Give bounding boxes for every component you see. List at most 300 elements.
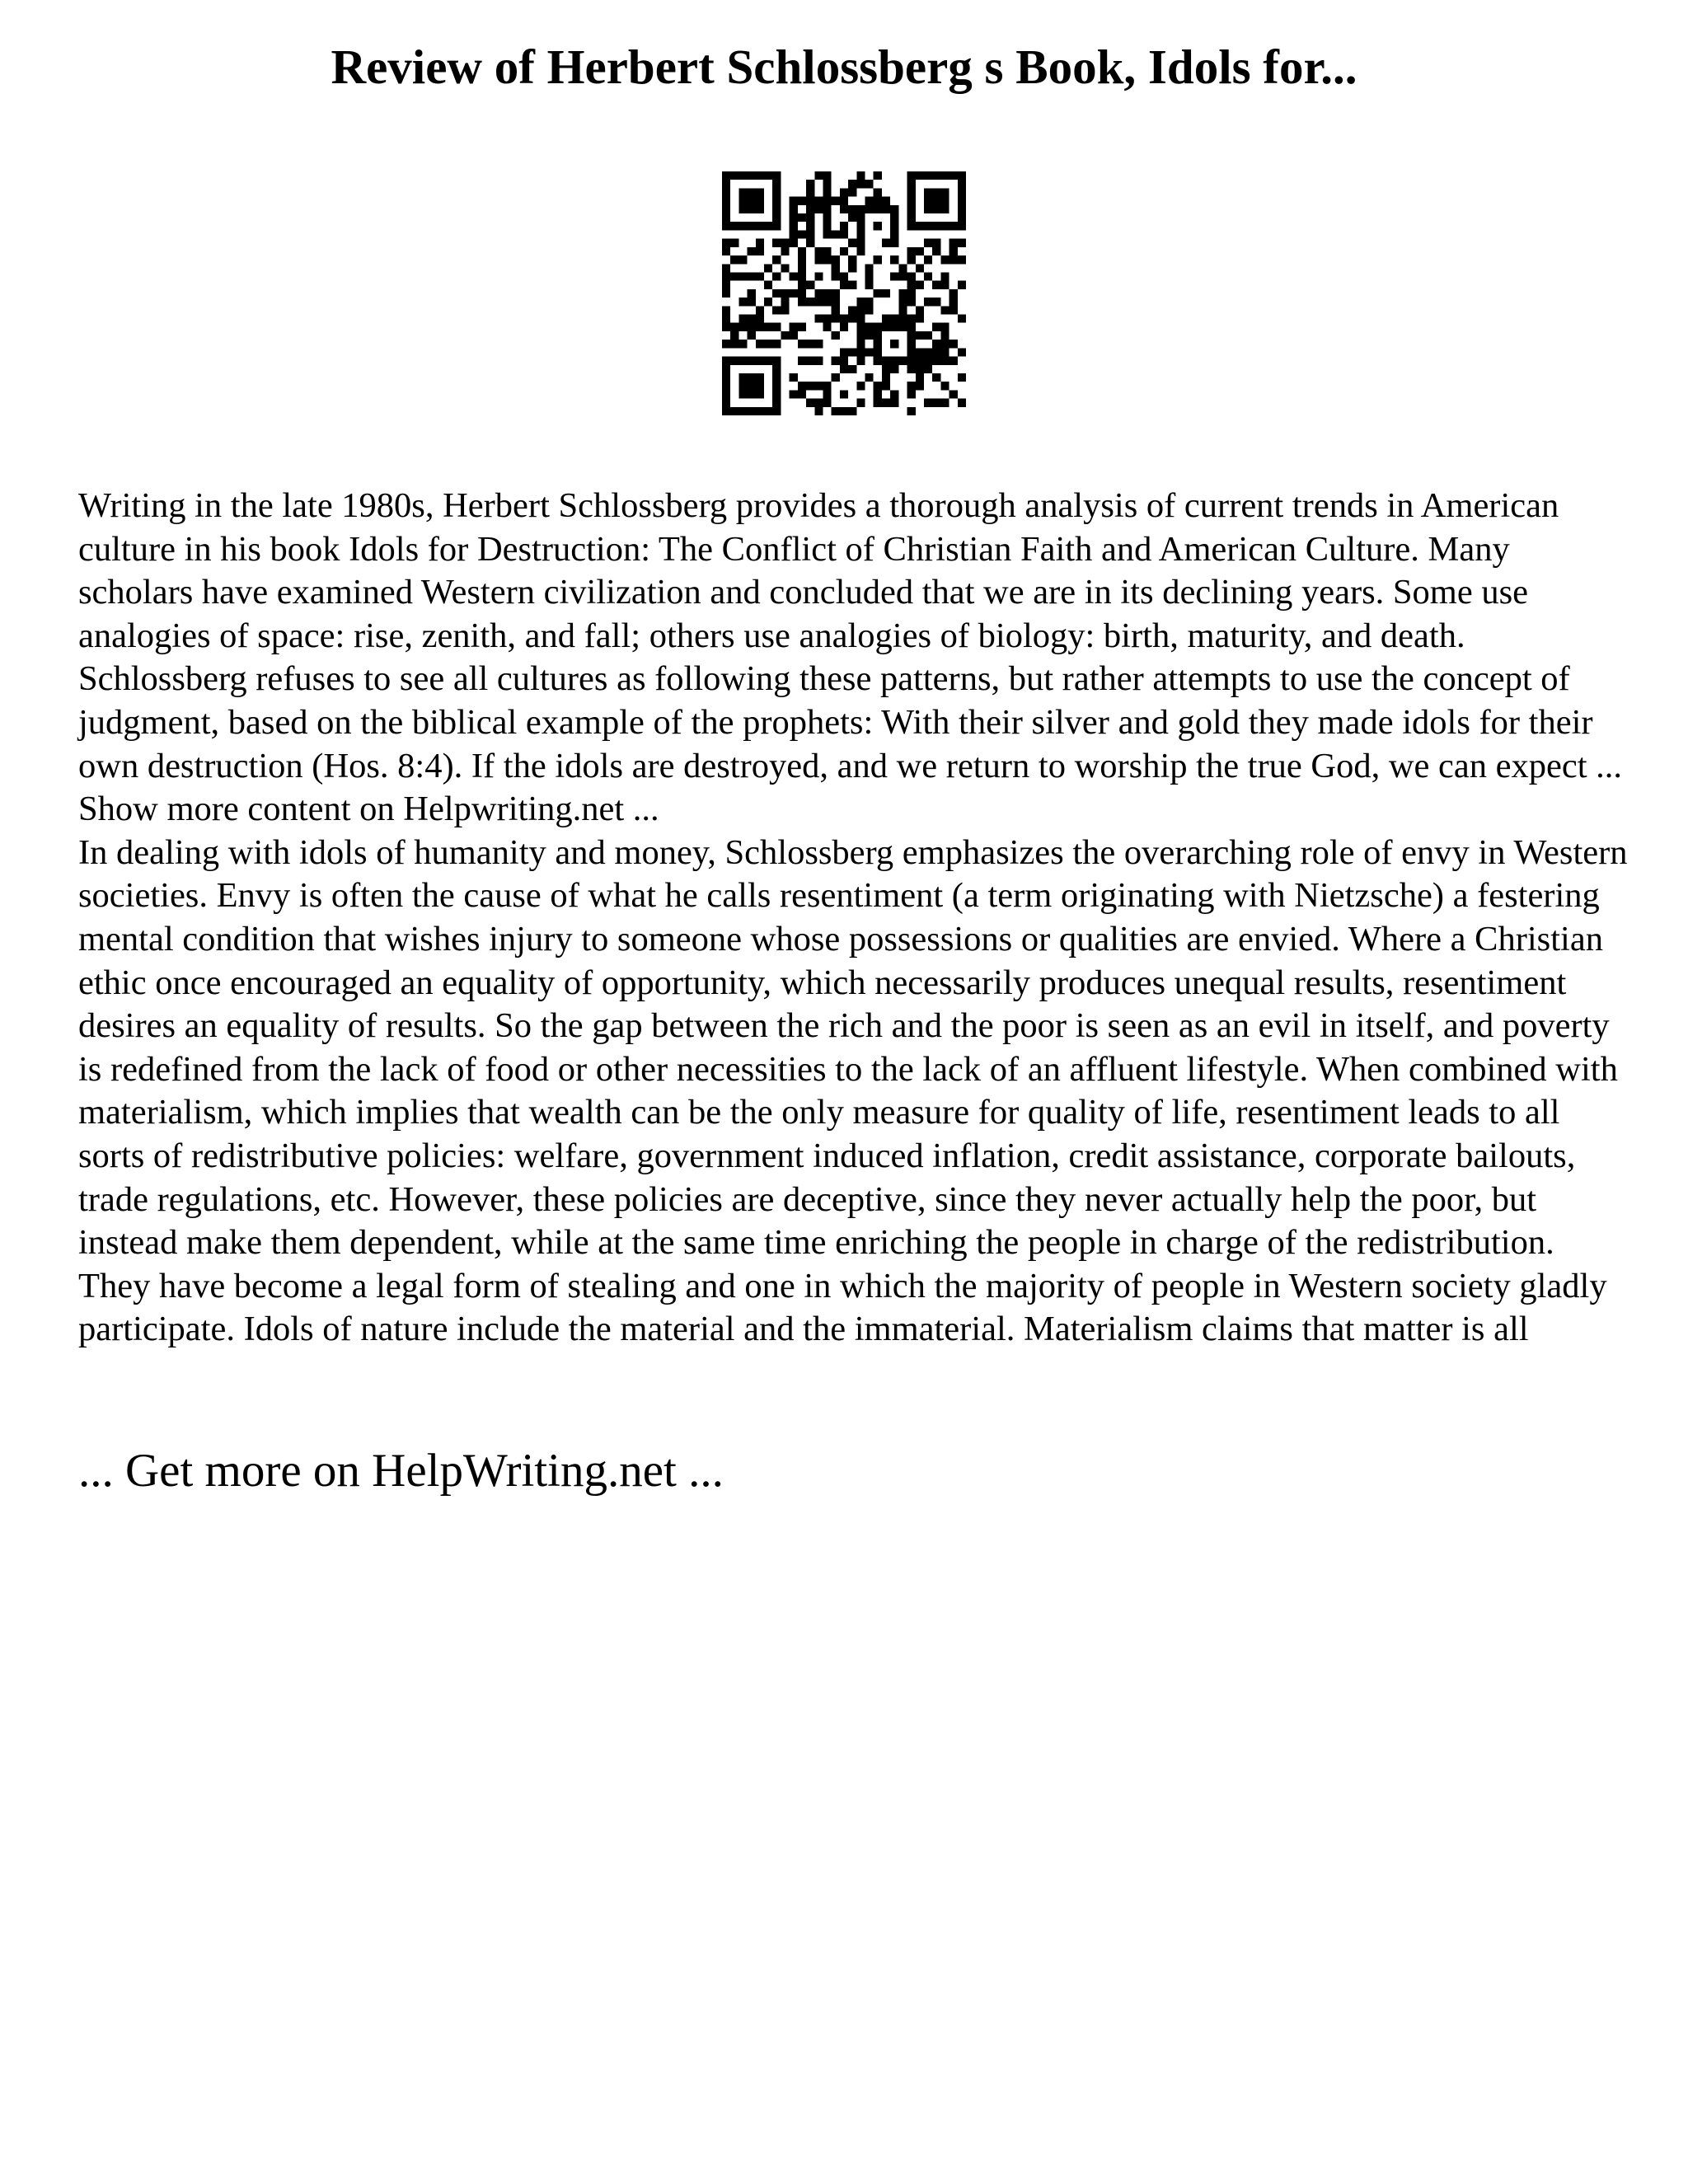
qr-module [890, 340, 898, 348]
qr-module [730, 255, 738, 264]
qr-module [932, 171, 940, 180]
qr-module [924, 365, 932, 373]
qr-module [790, 272, 798, 280]
qr-module [890, 357, 898, 365]
qr-module [865, 281, 874, 289]
qr-module [856, 323, 865, 331]
qr-module [738, 188, 747, 196]
qr-module [907, 331, 916, 340]
qr-module [958, 373, 966, 382]
qr-module [840, 407, 848, 415]
qr-module [840, 323, 848, 331]
qr-module [916, 281, 924, 289]
qr-module [848, 239, 856, 247]
qr-module [907, 247, 916, 255]
qr-module [722, 323, 730, 331]
qr-module [814, 197, 823, 205]
qr-module [856, 213, 865, 222]
qr-module [958, 399, 966, 407]
qr-module [924, 399, 932, 407]
qr-module [756, 315, 764, 323]
qr-module [856, 357, 865, 365]
qr-module [898, 272, 907, 280]
qr-module [840, 348, 848, 356]
qr-module [840, 197, 848, 205]
qr-module [756, 222, 764, 230]
qr-module [958, 239, 966, 247]
qr-module [756, 239, 764, 247]
qr-module [748, 171, 756, 180]
qr-module [730, 239, 738, 247]
qr-module [738, 323, 747, 331]
qr-module [748, 188, 756, 196]
qr-module [907, 188, 916, 196]
body-paragraph-2: In dealing with idols of humanity and money, Schlossberg emphasizes the overarching role of envy in Western societies. Envy is often the cause of what he calls resentiment (a term originating with Nietzsche) a festering mental condition that wishes injury to someone whose possessions or qualities are envied. Where a Christian ethic once encouraged an equality of opportunity, which necessarily produces unequal results, resentiment desires an equality of results. So the gap between the rich and the poor is seen as an evil in itself, and poverty is redefined from the lack of food or other necessities to the lack of an affluent lifestyle. When combined with materialism, which implies that wealth can be the only measure for quality of life, resentiment leads to all sorts of redistributive policies: welfare, government induced inflation, credit assistance, corporate bailouts, trade regulations, etc. However, these policies are deceptive, since they never actually help the poor, but instead make them dependent, while at the same time enriching the people in charge of the redistribution. They have become a legal form of stealing and one in which the majority of people in Western society gladly participate. Idols of nature include the material and the immaterial. Materialism claims that matter is all [78, 832, 1628, 1349]
qr-module [748, 373, 756, 382]
qr-module [958, 205, 966, 213]
qr-module [856, 340, 865, 348]
qr-module [907, 255, 916, 264]
qr-module [856, 247, 865, 255]
qr-module [898, 323, 907, 331]
qr-module [814, 315, 823, 323]
qr-module [806, 188, 814, 196]
qr-module [907, 289, 916, 298]
qr-module [832, 289, 840, 298]
qr-module [907, 348, 916, 356]
qr-module [798, 264, 806, 272]
qr-module [823, 213, 831, 222]
qr-module [722, 222, 730, 230]
qr-module [756, 357, 764, 365]
qr-module [916, 382, 924, 390]
qr-module [832, 255, 840, 264]
qr-module [882, 365, 890, 373]
qr-module [840, 315, 848, 323]
get-more-link[interactable]: ... Get more on HelpWriting.net ... [78, 1445, 724, 1497]
qr-module [924, 255, 932, 264]
qr-module [856, 306, 865, 314]
qr-module [924, 348, 932, 356]
qr-module [738, 390, 747, 398]
qr-module [958, 180, 966, 188]
qr-module [916, 222, 924, 230]
qr-module [790, 205, 798, 213]
qr-module [848, 407, 856, 415]
qr-module [814, 399, 823, 407]
qr-module [890, 272, 898, 280]
qr-module [790, 323, 798, 331]
qr-module [940, 340, 949, 348]
qr-module [848, 188, 856, 196]
qr-module [738, 255, 747, 264]
qr-module [924, 188, 932, 196]
qr-module [907, 298, 916, 306]
qr-module [772, 197, 781, 205]
qr-module [806, 205, 814, 213]
qr-module [907, 390, 916, 398]
qr-module [950, 222, 958, 230]
qr-module [823, 230, 831, 238]
qr-module [722, 197, 730, 205]
qr-module [781, 306, 789, 314]
qr-module [882, 289, 890, 298]
qr-module [832, 264, 840, 272]
qr-module [772, 399, 781, 407]
qr-module [798, 357, 806, 365]
qr-module [772, 306, 781, 314]
qr-module [848, 213, 856, 222]
qr-module [806, 239, 814, 247]
qr-module [950, 298, 958, 306]
qr-module [798, 289, 806, 298]
qr-module [940, 357, 949, 365]
qr-module [748, 357, 756, 365]
qr-module [865, 197, 874, 205]
qr-module [738, 315, 747, 323]
qr-module [798, 281, 806, 289]
qr-module [756, 171, 764, 180]
qr-module [748, 205, 756, 213]
qr-module [898, 357, 907, 365]
qr-module [756, 373, 764, 382]
qr-module [890, 323, 898, 331]
qr-module [916, 306, 924, 314]
qr-module [806, 230, 814, 238]
qr-module [756, 205, 764, 213]
qr-module [832, 230, 840, 238]
qr-module [806, 357, 814, 365]
qr-module [890, 399, 898, 407]
qr-module [958, 197, 966, 205]
qr-module [840, 222, 848, 230]
qr-module [882, 382, 890, 390]
qr-module [823, 197, 831, 205]
qr-module [772, 365, 781, 373]
qr-module [772, 188, 781, 196]
qr-module [958, 315, 966, 323]
body-paragraph-1: Writing in the late 1980s, Herbert Schlossberg provides a thorough analysis of current trends in American culture in his book Idols for Destruction: The Conflict of Christian Faith and American Culture. Many scholars have examined Western civilization and concluded that we are in its declining years. Some use analogies of space: rise, zenith, and fall; others use analogies of biology: birth, maturity, and death. Schlossberg refuses to see all cultures as following these patterns, but rather attempts to use the concept of judgment, based on the biblical example of the prophets: With their silver and gold they made idols for their own destruction (Hos. 8:4). If the idols are destroyed, and we return to worship the true God, we can expect ... Show more content on Helpwriting.net ... [78, 486, 1623, 829]
qr-module [932, 373, 940, 382]
qr-module [940, 272, 949, 280]
qr-module [823, 255, 831, 264]
qr-module [840, 357, 848, 365]
qr-module [907, 340, 916, 348]
qr-module [814, 382, 823, 390]
qr-module [738, 373, 747, 382]
qr-module [890, 315, 898, 323]
qr-module [756, 340, 764, 348]
qr-module [772, 289, 781, 298]
qr-module [823, 205, 831, 213]
qr-module [722, 205, 730, 213]
qr-module [874, 205, 882, 213]
qr-module [907, 197, 916, 205]
qr-module [764, 171, 772, 180]
qr-module [823, 171, 831, 180]
qr-module [738, 298, 747, 306]
qr-module [814, 340, 823, 348]
qr-module [907, 171, 916, 180]
qr-module [790, 239, 798, 247]
qr-module [764, 357, 772, 365]
qr-module [722, 264, 730, 272]
qr-module [764, 222, 772, 230]
qr-module [916, 171, 924, 180]
qr-module [882, 239, 890, 247]
qr-module [856, 382, 865, 390]
qr-module [772, 323, 781, 331]
qr-module [916, 357, 924, 365]
qr-module [722, 281, 730, 289]
qr-module [898, 306, 907, 314]
qr-module [856, 222, 865, 230]
qr-module [772, 340, 781, 348]
qr-module [932, 298, 940, 306]
qr-module [772, 255, 781, 264]
qr-module [924, 197, 932, 205]
qr-module [916, 348, 924, 356]
qr-module [958, 281, 966, 289]
qr-module [890, 222, 898, 230]
qr-module [738, 272, 747, 280]
qr-module [730, 222, 738, 230]
qr-module [958, 188, 966, 196]
qr-module [738, 171, 747, 180]
qr-module [722, 373, 730, 382]
qr-module [882, 205, 890, 213]
qr-module [823, 382, 831, 390]
qr-module [806, 399, 814, 407]
qr-module [756, 407, 764, 415]
qr-module [856, 331, 865, 340]
qr-module [907, 272, 916, 280]
qr-module [865, 331, 874, 340]
qr-module [916, 365, 924, 373]
qr-module [730, 407, 738, 415]
qr-module [840, 390, 848, 398]
qr-module [823, 298, 831, 306]
qr-module [865, 180, 874, 188]
qr-module [940, 306, 949, 314]
qr-module [898, 264, 907, 272]
qr-module [840, 272, 848, 280]
qr-module [950, 255, 958, 264]
qr-module [756, 188, 764, 196]
qr-module [950, 289, 958, 298]
qr-module [832, 298, 840, 306]
qr-module [890, 365, 898, 373]
qr-module [856, 171, 865, 180]
qr-module [722, 382, 730, 390]
qr-module [748, 407, 756, 415]
qr-module [840, 188, 848, 196]
qr-module [924, 222, 932, 230]
qr-module [932, 340, 940, 348]
qr-module [932, 323, 940, 331]
qr-module [950, 247, 958, 255]
qr-module [722, 315, 730, 323]
qr-module [932, 348, 940, 356]
qr-module [890, 239, 898, 247]
qr-module [856, 230, 865, 238]
qr-code-icon[interactable] [722, 171, 966, 415]
qr-module [814, 289, 823, 298]
qr-module [882, 315, 890, 323]
qr-module [907, 365, 916, 373]
qr-module [916, 247, 924, 255]
qr-module [940, 323, 949, 331]
qr-module [940, 382, 949, 390]
qr-module [823, 390, 831, 398]
qr-module [798, 255, 806, 264]
qr-module [823, 188, 831, 196]
qr-module [730, 357, 738, 365]
qr-module [874, 197, 882, 205]
qr-module [722, 365, 730, 373]
qr-module [823, 289, 831, 298]
qr-module [722, 180, 730, 188]
qr-module [874, 382, 882, 390]
qr-module [798, 272, 806, 280]
document-body [78, 485, 1628, 1352]
qr-module [738, 357, 747, 365]
qr-module [722, 213, 730, 222]
qr-module [748, 222, 756, 230]
qr-module [856, 239, 865, 247]
qr-module [932, 188, 940, 196]
qr-module [772, 205, 781, 213]
qr-module [932, 399, 940, 407]
qr-module [856, 205, 865, 213]
qr-module [722, 399, 730, 407]
qr-module [832, 357, 840, 365]
qr-module [756, 247, 764, 255]
qr-module [722, 306, 730, 314]
qr-module [756, 390, 764, 398]
qr-module [806, 222, 814, 230]
qr-module [848, 365, 856, 373]
qr-module [722, 188, 730, 196]
qr-module [832, 197, 840, 205]
qr-module [764, 298, 772, 306]
qr-module [940, 197, 949, 205]
qr-module [907, 315, 916, 323]
qr-module [748, 298, 756, 306]
qr-module [832, 331, 840, 340]
qr-module [907, 357, 916, 365]
qr-module [738, 382, 747, 390]
qr-module [823, 180, 831, 188]
qr-module [940, 281, 949, 289]
qr-module [874, 340, 882, 348]
qr-module [722, 357, 730, 365]
qr-module [950, 357, 958, 365]
qr-module [730, 272, 738, 280]
qr-module [764, 323, 772, 331]
qr-module [748, 289, 756, 298]
qr-module [940, 205, 949, 213]
qr-module [916, 315, 924, 323]
qr-module [907, 323, 916, 331]
qr-module [748, 197, 756, 205]
qr-module [865, 264, 874, 272]
qr-module [916, 331, 924, 340]
qr-module [882, 399, 890, 407]
qr-module [890, 205, 898, 213]
qr-module [798, 340, 806, 348]
qr-module [814, 171, 823, 180]
qr-module [924, 205, 932, 213]
qr-module [950, 306, 958, 314]
qr-module [748, 390, 756, 398]
qr-module [738, 197, 747, 205]
qr-module [932, 222, 940, 230]
qr-module [865, 306, 874, 314]
qr-module [950, 340, 958, 348]
qr-module [950, 239, 958, 247]
qr-module [764, 281, 772, 289]
qr-module [924, 272, 932, 280]
qr-module [798, 298, 806, 306]
qr-module [874, 323, 882, 331]
qr-module [832, 315, 840, 323]
qr-module [790, 373, 798, 382]
qr-module [764, 407, 772, 415]
qr-module [806, 340, 814, 348]
qr-module [874, 331, 882, 340]
qr-module [840, 365, 848, 373]
qr-module [772, 171, 781, 180]
qr-module [756, 382, 764, 390]
qr-module [856, 399, 865, 407]
qr-module [798, 382, 806, 390]
qr-module [748, 272, 756, 280]
qr-module [823, 315, 831, 323]
qr-module [848, 281, 856, 289]
qr-module [722, 340, 730, 348]
qr-module [940, 399, 949, 407]
qr-module [932, 357, 940, 365]
qr-module [722, 272, 730, 280]
qr-module [840, 230, 848, 238]
qr-module [781, 289, 789, 298]
qr-module [907, 222, 916, 230]
qr-module [865, 323, 874, 331]
qr-module [814, 298, 823, 306]
qr-module [874, 289, 882, 298]
qr-module [730, 323, 738, 331]
qr-module [848, 315, 856, 323]
qr-module [940, 331, 949, 340]
qr-module [907, 180, 916, 188]
qr-module [907, 281, 916, 289]
qr-module [848, 180, 856, 188]
qr-module [890, 255, 898, 264]
qr-module [940, 188, 949, 196]
document-title: Review of Herbert Schlossberg s Book, Idols for... [331, 40, 1357, 94]
qr-module [832, 272, 840, 280]
qr-module [932, 197, 940, 205]
qr-module [748, 382, 756, 390]
qr-module [832, 373, 840, 382]
qr-module [764, 264, 772, 272]
qr-module [840, 247, 848, 255]
qr-module [856, 348, 865, 356]
qr-module [882, 323, 890, 331]
qr-module [848, 205, 856, 213]
qr-module [898, 289, 907, 298]
